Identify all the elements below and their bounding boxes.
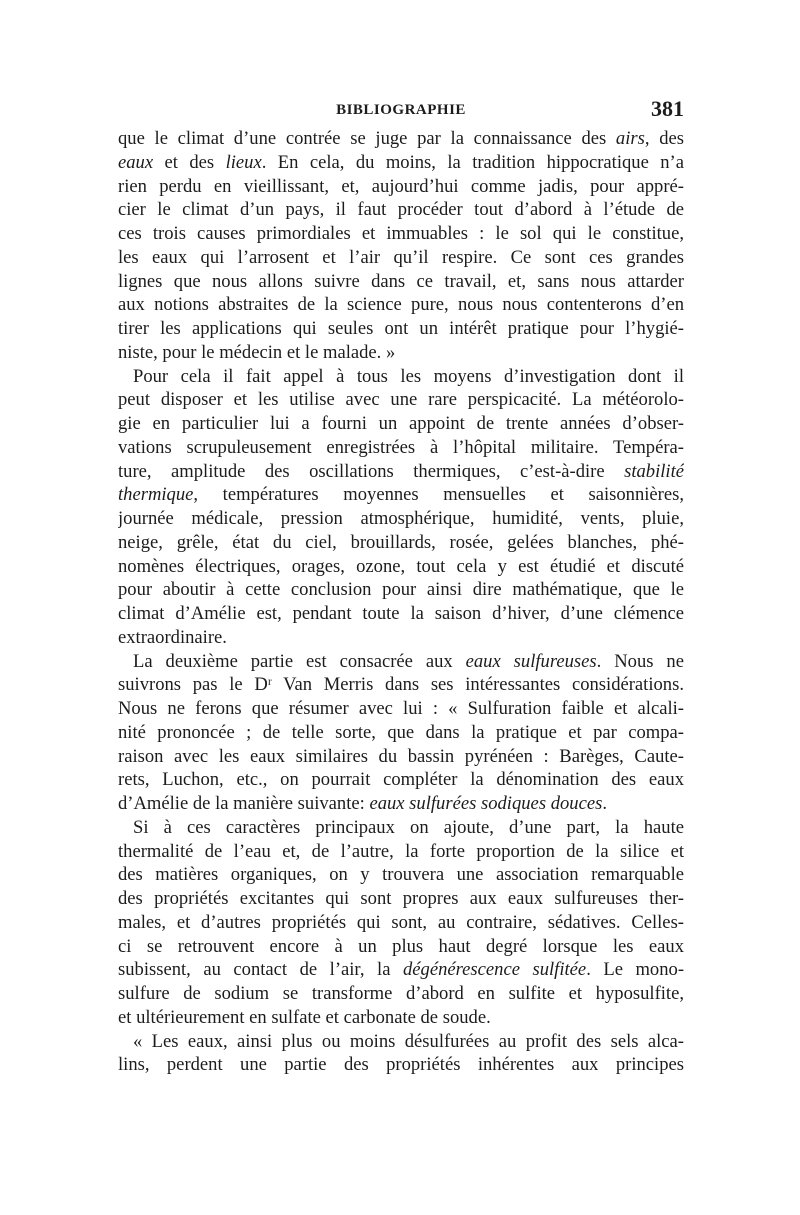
text-segment: ces trois causes primordiales et immuables : le sol qui le constitue, [118, 223, 684, 244]
text-segment: . Nous ne [596, 650, 684, 672]
text-line [118, 1006, 684, 1030]
text-segment: La deuxième partie est consacrée aux [133, 650, 466, 672]
text-line [118, 650, 684, 674]
text-segment: niste, pour le médecin et le malade. » [118, 341, 396, 363]
text-segment: des propriétés excitantes qui sont propres aux eaux sulfureuses ther- [118, 888, 684, 909]
text-line [118, 816, 684, 840]
italic-text: eaux sulfurées sodiques douces [369, 793, 603, 814]
text-line [118, 531, 684, 555]
text-segment: tirer les applications qui seules ont un intérêt pratique pour l’hygié- [118, 318, 684, 339]
text-line [118, 792, 684, 816]
italic-text: lieux [225, 151, 262, 173]
text-segment: extraordinaire. [118, 626, 227, 648]
text-line [118, 697, 684, 721]
italic-text: thermique [118, 484, 194, 506]
text-line [118, 127, 684, 151]
text-segment: lignes que nous allons suivre dans ce travail, et, sans nous attarder [118, 270, 684, 292]
text-segment: peut disposer et les utilise avec une rare perspicacité. La météorolo- [118, 389, 684, 411]
text-segment: climat d’Amélie est, pendant toute la saison d’hiver, d’une clémence [118, 603, 684, 624]
text-line [118, 436, 684, 460]
text-segment: neige, grêle, état du ciel, brouillards, rosée, gelées blanches, phé- [118, 531, 684, 553]
text-segment: « Les eaux, ainsi plus ou moins désulfurées au profit des sels alca- [133, 1030, 684, 1052]
text-segment: lins, perdent une partie des propriétés inhérentes aux principes [118, 1054, 684, 1076]
text-line [118, 982, 684, 1006]
text-line [118, 935, 684, 959]
text-line [118, 863, 684, 887]
text-segment: et ultérieurement en sulfate et carbonate de soude. [118, 1006, 491, 1028]
italic-text: eaux [118, 151, 154, 173]
text-line [118, 246, 684, 270]
text-line [118, 602, 684, 626]
text-line [118, 317, 684, 341]
body-text [118, 127, 684, 1077]
text-segment: aux notions abstraites de la science pure, nous nous contenterons d’en [118, 294, 684, 316]
text-segment: pour aboutir à cette conclusion pour ainsi dire mathématique, que le [118, 579, 684, 601]
text-line [118, 626, 684, 650]
italic-text: dégénérescence sulfitée [402, 959, 587, 981]
running-head-title: BIBLIOGRAPHIE [336, 102, 466, 118]
text-segment: Pour cela il fait appel à tous les moyens d’investigation dont il [133, 365, 684, 387]
text-line [118, 151, 684, 175]
italic-text: airs [615, 128, 645, 149]
text-line [118, 198, 684, 222]
text-line [118, 388, 684, 412]
text-line [118, 365, 684, 389]
text-line [118, 412, 684, 436]
page-number: 381 [651, 96, 684, 121]
text-line [118, 1053, 684, 1077]
text-line [118, 341, 684, 365]
text-line [118, 673, 684, 697]
text-line [118, 175, 684, 199]
text-segment: . En cela, du moins, la tradition hippocratique n’a [261, 151, 684, 173]
text-segment: nité prononcée ; de telle sorte, que dans la pratique et par compa- [118, 721, 684, 743]
text-line [118, 1030, 684, 1054]
text-segment: ci se retrouvent encore à un plus haut degré lorsque les eaux [118, 935, 684, 957]
text-line [118, 721, 684, 745]
text-segment: , températures moyennes mensuelles et saisonnières, [193, 484, 684, 506]
text-segment: et des [153, 151, 226, 173]
text-segment: . Le mono- [586, 959, 684, 981]
text-segment: rien perdu en vieillissant, et, aujourd’hui comme jadis, pour appré- [118, 175, 684, 197]
text-line [118, 293, 684, 317]
text-line [118, 578, 684, 602]
text-segment: d’Amélie de la manière suivante: [118, 793, 370, 814]
text-segment: Si à ces caractères principaux on ajoute, d’une part, la haute [133, 816, 684, 838]
italic-text: eaux sulfureuses [465, 650, 597, 672]
text-segment: males, et d’autres propriétés qui sont, au contraire, sédatives. Celles- [118, 911, 684, 933]
italic-text: stabilité [624, 460, 684, 482]
text-line [118, 768, 684, 792]
text-segment: rets, Luchon, etc., on pourrait compléter la dénomination des eaux [118, 769, 684, 791]
text-segment: Nous ne ferons que résumer avec lui : « Sulfuration faible et alcali- [118, 698, 684, 719]
text-segment: suivrons pas le Dʳ Van Merris dans ses intéressantes considérations. [118, 674, 684, 696]
text-line [118, 887, 684, 911]
text-segment: , des [644, 128, 684, 149]
text-line [118, 222, 684, 246]
text-segment: nomènes électriques, orages, ozone, tout cela y est étudié et discuté [118, 555, 684, 577]
text-line [118, 460, 684, 484]
running-head [118, 96, 684, 126]
text-line [118, 507, 684, 531]
text-segment: . [602, 793, 607, 814]
text-segment: les eaux qui l’arrosent et l’air qu’il respire. Ce sont ces grandes [118, 246, 684, 268]
text-line [118, 911, 684, 935]
text-segment: raison avec les eaux similaires du bassin pyrénéen : Barèges, Caute- [118, 745, 684, 767]
text-line [118, 745, 684, 769]
text-segment: vations scrupuleusement enregistrées à l’hôpital militaire. Tempéra- [118, 436, 684, 458]
text-segment: gie en particulier lui a fourni un appoint de trente années d’obser- [118, 413, 684, 434]
text-line [118, 840, 684, 864]
text-line [118, 270, 684, 294]
text-segment: ture, amplitude des oscillations thermiques, c’est-à-dire [118, 460, 625, 482]
text-line [118, 483, 684, 507]
text-segment: sulfure de sodium se transforme d’abord en sulfite et hyposulfite, [118, 983, 684, 1004]
text-segment: que le climat d’une contrée se juge par la connaissance des [118, 128, 616, 149]
text-line [118, 555, 684, 579]
text-segment: cier le climat d’un pays, il faut procéder tout d’abord à l’étude de [118, 199, 684, 221]
text-segment: des matières organiques, on y trouvera une association remarquable [118, 864, 684, 886]
text-line [118, 958, 684, 982]
text-segment: subissent, au contact de l’air, la [118, 959, 403, 981]
text-segment: journée médicale, pression atmosphérique, humidité, vents, pluie, [118, 508, 684, 529]
text-segment: thermalité de l’eau et, de l’autre, la forte proportion de la silice et [118, 840, 684, 862]
